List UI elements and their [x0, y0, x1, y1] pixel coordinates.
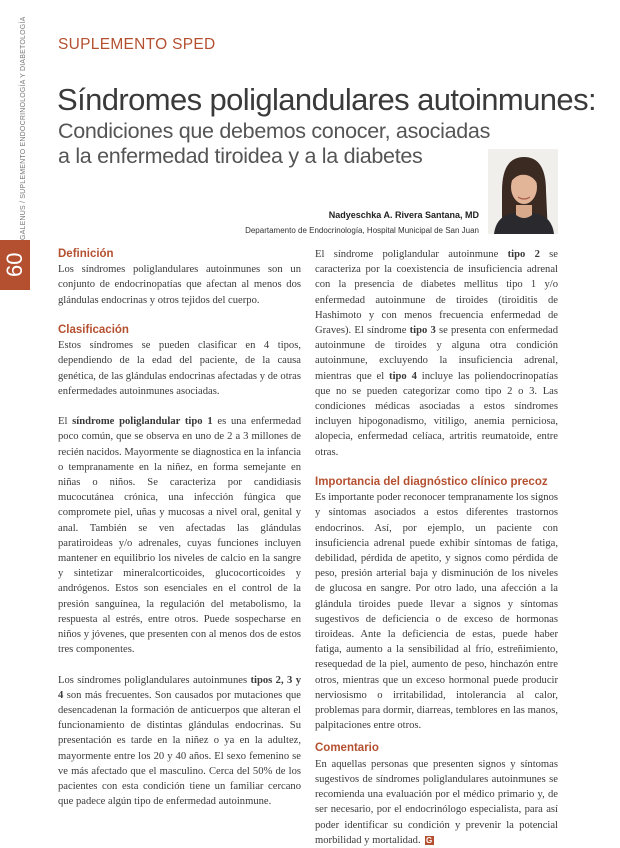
- author-department: Departamento de Endocrinología, Hospital Municipal de San Juan: [245, 226, 479, 235]
- text-run: Los síndromes poliglandulares autoinmunes: [58, 674, 251, 686]
- paragraph-tipo2-3-4: [315, 247, 558, 460]
- text-run: El síndrome poliglandular autoinmune: [315, 249, 508, 260]
- heading-clasificacion: Clasificación: [58, 324, 129, 336]
- heading-comentario: Comentario: [315, 742, 379, 755]
- text-run: En aquellas personas que presenten signos y síntomas sugestivos de síndromes poliglandulares autoinmunes se recomienda una evaluación por el médico primario y, de ser necesario, por el endocrinólogo especialista, para así poder identificar su condición y prevenir la potencial morbilidad y mortalidad.: [315, 758, 558, 846]
- paragraph-comentario: [315, 757, 558, 848]
- text-run: son más frecuentes. Son causados por mutaciones que desencadenan la formación de anticuerpos que alteran el funcionamiento de distintas glándulas endocrinas. Su presentación es tarde en la niñez o ya en la adultez, mayormente entre los 20 y 40 años. El sexo femenino se ve más afectado que el masculino. Cerca del 50% de los pacientes con esta condición tiene un familiar cercano que padece algún tipo de enfermedad autoinmune.: [58, 689, 301, 808]
- paragraph-tipo1: [58, 414, 301, 657]
- bold-term: tipo 4: [389, 370, 417, 382]
- author-portrait-image: [488, 149, 558, 234]
- page-number: 60: [2, 252, 27, 278]
- article-title: Síndromes poliglandulares autoinmunes:: [57, 82, 596, 117]
- bold-term: tipo 2: [507, 249, 540, 260]
- running-head: GALENUS / SUPLEMENTO ENDOCRINOLOGÍA Y DIABETOLOGÍA: [20, 16, 27, 240]
- bold-term: síndrome poliglandular tipo 1: [72, 416, 213, 428]
- article-subtitle: [58, 119, 490, 169]
- right-column: [315, 247, 558, 848]
- heading-importancia: Importancia del diagnóstico clínico precoz: [315, 476, 548, 489]
- subtitle-line: a la enfermedad tiroidea y a la diabetes: [58, 144, 423, 168]
- paragraph-definicion: Los síndromes poliglandulares autoinmunes son un conjunto de endocrinopatías que afectan al menos dos glándulas endocrinas y otros tejidos del cuerpo.: [58, 264, 301, 306]
- heading-definicion: Definición: [58, 248, 114, 260]
- section-label: SUPLEMENTO SPED: [58, 36, 216, 53]
- text-run: se presenta con enfermedad autoinmune de tiroides y alguna otra condición autoinmune, excluyendo la insuficiencia adrenal, mientras que el: [315, 325, 558, 382]
- end-of-article-mark: G: [426, 835, 433, 845]
- paragraph-clasificacion: Estos síndromes se pueden clasificar en 4 tipos, dependiendo de la edad del paciente, de la causa genética, de las glándulas endocrinas afectadas y de otras enfermedades autoinmunes asociadas.: [58, 340, 301, 397]
- bold-term: tipos 2, 3 y 4: [58, 674, 301, 701]
- bold-term: tipo 3: [409, 325, 436, 337]
- paragraph-tipos-2-3-4: [58, 673, 301, 810]
- text-run: El: [58, 416, 73, 428]
- paragraph-importancia: Es importante poder reconocer tempranamente los signos y síntomas asociados a estos diferentes trastornos endocrinos. Así, por ejemplo, un paciente con insuficiencia adrenal puede exhibir síntomas de fatiga, debilidad, pérdida de apetito, y signos como pérdida de peso, presión arterial baja y disminución de los niveles de glucosa en sangre. Por otro lado, una afección a la glándula tiroides puede llevar a signos y síntomas sugestivos de deficiencia o de exceso de hormonas tiroideas. Ante la deficiencia de estas, puede haber fatiga, aumento a la sensibilidad al frío, estreñimiento, resequedad de la piel, aumento de peso, hinchazón entre otros, mientras que un exceso hormonal puede producir nerviosismo o irritabilidad, intolerancia al calor, problemas para dormir, diarreas, temblores en las manos, palpitaciones entre otros.: [315, 492, 558, 732]
- subtitle-line: Condiciones que debemos conocer, asociadas: [58, 119, 491, 143]
- text-run: se caracteriza por la coexistencia de insuficiencia adrenal con la presencia de diabetes mellitus tipo 1 y/o enfermedad autoinmune de tiroides (tiroiditis de Hashimoto y con menos frecuencia enfermedad de Graves). El síndrome: [315, 249, 559, 337]
- author-name: Nadyeschka A. Rivera Santana, MD: [328, 210, 479, 220]
- left-column: [58, 247, 301, 809]
- text-run: es una enfermedad poco común, que se observa en uno de 2 a 3 millones de recién nacidos. Mayormente se diagnostica en la infancia o tempranamente en la niñez, en forma semejante en niñas o niños. Se caracteriza por candidiasis mucocutánea crónica, una infección fúngica que compromete piel, uñas y mucosas a nivel oral, genital y anal. También se ven afectadas las glándulas paratiroideas y/o adrenales, cuyas funciones incluyen mantener en equilibrio los niveles de calcio en la sangre y sintetizar mineralcorticoides, glucocorticoides y andrógenos. Estos son esenciales en el control de la presión sanguínea, la regulación del metabolismo, la respuesta al estrés, entre otros. Puede sospecharse en niños y jóvenes, que presenten con al menos dos de estos tres componentes.: [58, 416, 301, 656]
- text-run: incluye las poliendocrinopatías que no se pueden categorizar como tipo 2 o 3. Las condiciones médicas asociadas a estos síndromes incluyen hipogonadismo, vitiligo, anemia perniciosa, alopecia, enfermedad celíaca, artritis reumatoide, entre otras.: [315, 370, 559, 458]
- author-photo: [488, 149, 558, 234]
